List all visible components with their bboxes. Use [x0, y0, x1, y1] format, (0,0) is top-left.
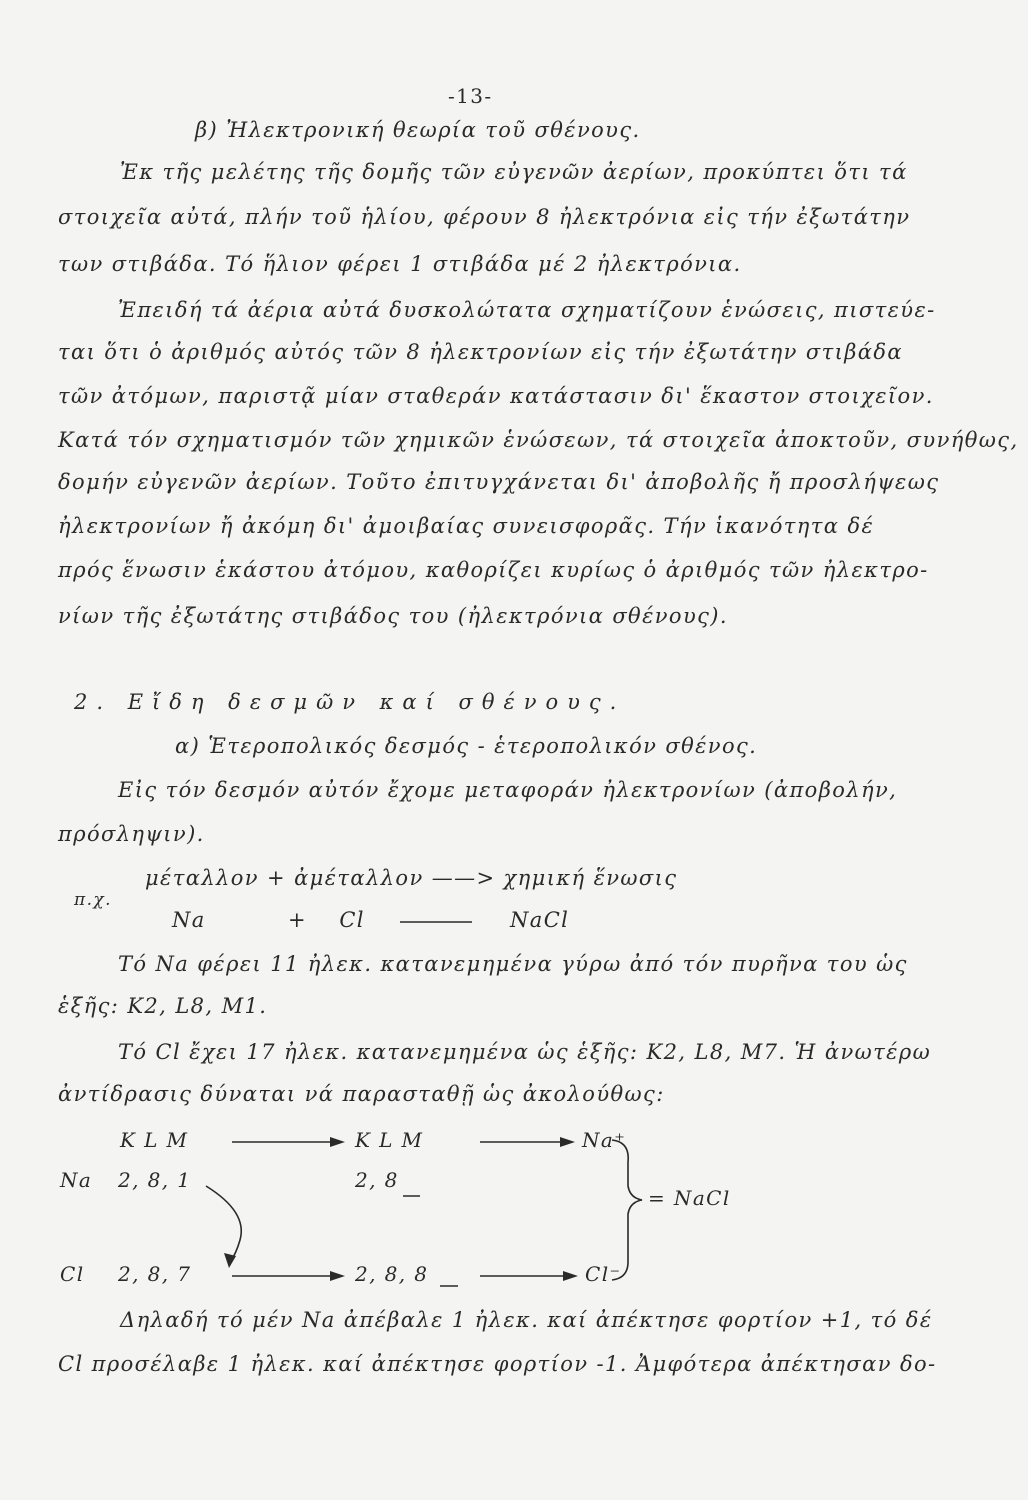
- paragraph-5-line-2: ἀντίδρασις δύναται νά παρασταθῇ ὡς ἀκολούθως:: [58, 1082, 665, 1106]
- paragraph-5-line-1: Τό Cl ἔχει 17 ἠλεκ. κατανεμημένα ὡς ἑξῆς: K2, L8, M7. Ἡ ἀνωτέρω: [118, 1040, 932, 1064]
- combining-brace: [612, 1140, 642, 1280]
- paragraph-2-line-1: Ἐπειδή τά ἀέρια αὐτά δυσκολώτατα σχηματίζουν ἑνώσεις, πιστεύε-: [118, 298, 936, 322]
- example-plus: +: [288, 908, 307, 932]
- paragraph-1-line-1: Ἐκ τῆς μελέτης τῆς δομῆς τῶν εὐγενῶν ἀερίων, προκύπτει ὅτι τά: [120, 160, 908, 184]
- arrow-head-cl-config: [330, 1271, 345, 1281]
- example-formula: μέταλλον + ἀμέταλλον ——> χημική ἕνωσις: [145, 866, 678, 890]
- electron-transfer-arrow: [206, 1186, 241, 1262]
- paragraph-4-line-2: ἑξῆς: K2, L8, M1.: [58, 994, 268, 1018]
- diagram-na-label: Na: [60, 1168, 93, 1192]
- paragraph-4-line-1: Τό Na φέρει 11 ἠλεκ. κατανεμημένα γύρω ἀπό τόν πυρῆνα του ὡς: [118, 952, 908, 976]
- paragraph-6-line-1: Δηλαδή τό μέν Na ἀπέβαλε 1 ἠλεκ. καί ἀπέκτησε φορτίον +1, τό δέ: [120, 1308, 933, 1332]
- arrow-head-cl-ion: [563, 1271, 578, 1281]
- diagram-na-ion: Na⁺: [582, 1128, 627, 1152]
- paragraph-2-line-3: τῶν ἀτόμων, παριστᾷ μίαν σταθεράν κατάστασιν δι' ἕκαστον στοιχεῖον.: [58, 384, 934, 408]
- paragraph-1-line-3: των στιβάδα. Τό ἥλιον φέρει 1 στιβάδα μέ 2 ἠλεκτρόνια.: [58, 252, 742, 276]
- arrow-head-na-ion: [560, 1137, 575, 1147]
- diagram-shells-left: K L M: [120, 1128, 189, 1152]
- paragraph-1-line-2: στοιχεῖα αὐτά, πλήν τοῦ ἡλίου, φέρουν 8 ἠλεκτρόνια εἰς τήν ἐξωτάτην: [58, 205, 911, 229]
- diagram-cl-ion: Cl⁻: [585, 1262, 622, 1286]
- diagram-na-config-left: 2, 8, 1: [118, 1168, 192, 1192]
- diagram-cl-config-right: 2, 8, 8: [355, 1262, 429, 1286]
- section-2-title: 2. Εἴδη δεσμῶν καί σθένους.: [74, 690, 626, 714]
- diagram-na-config-right: 2, 8: [355, 1168, 399, 1192]
- paragraph-6-line-2: Cl προσέλαβε 1 ἠλεκ. καί ἀπέκτησε φορτίον -1. Ἀμφότερα ἀπέκτησαν δο-: [58, 1352, 937, 1376]
- arrow-head-shells: [330, 1137, 345, 1147]
- example-reactant-cl: Cl: [339, 908, 365, 932]
- paragraph-2-line-8: νίων τῆς ἐξωτάτης στιβάδος του (ἠλεκτρόνια σθένους).: [58, 604, 728, 628]
- diagram-shells-right: K L M: [355, 1128, 424, 1152]
- section-heading-electronic-theory: β) Ἠλεκτρονική θεωρία τοῦ σθένους.: [195, 118, 641, 142]
- subsection-a-title: α) Ἑτεροπολικός δεσμός - ἑτεροπολικόν σθένος.: [175, 734, 758, 758]
- diagram-result-nacl: = NaCl: [648, 1186, 731, 1210]
- paragraph-2-line-5: δομήν εὐγενῶν ἀερίων. Τοῦτο ἐπιτυγχάνεται δι' ἀποβολῆς ἤ προσλήψεως: [58, 470, 940, 494]
- example-product-nacl: NaCl: [510, 908, 570, 932]
- diagram-cl-config-left: 2, 8, 7: [118, 1262, 192, 1286]
- paragraph-2-line-7: πρός ἕνωσιν ἑκάστου ἀτόμου, καθορίζει κυρίως ὁ ἀριθμός τῶν ἠλεκτρο-: [58, 558, 929, 582]
- paragraph-2-line-6: ἠλεκτρονίων ἤ ἀκόμη δι' ἀμοιβαίας συνεισφορᾶς. Τήν ἱκανότητα δέ: [58, 514, 875, 538]
- paragraph-3-line-2: πρόσληψιν).: [58, 822, 205, 846]
- example-label: π.χ.: [74, 890, 112, 910]
- page-number: -13-: [448, 84, 493, 108]
- paragraph-2-line-4: Κατά τόν σχηματισμόν τῶν χημικῶν ἑνώσεων, τά στοιχεῖα ἀποκτοῦν, συνήθως,: [58, 428, 1019, 452]
- paragraph-3-line-1: Εἰς τόν δεσμόν αὐτόν ἔχομε μεταφοράν ἠλεκτρονίων (ἀποβολήν,: [118, 778, 898, 802]
- example-reactant-na: Na: [172, 908, 206, 932]
- paragraph-2-line-2: ται ὅτι ὁ ἀριθμός αὐτός τῶν 8 ἠλεκτρονίων εἰς τήν ἐξωτάτην στιβάδα: [58, 340, 904, 364]
- diagram-cl-label: Cl: [60, 1262, 85, 1286]
